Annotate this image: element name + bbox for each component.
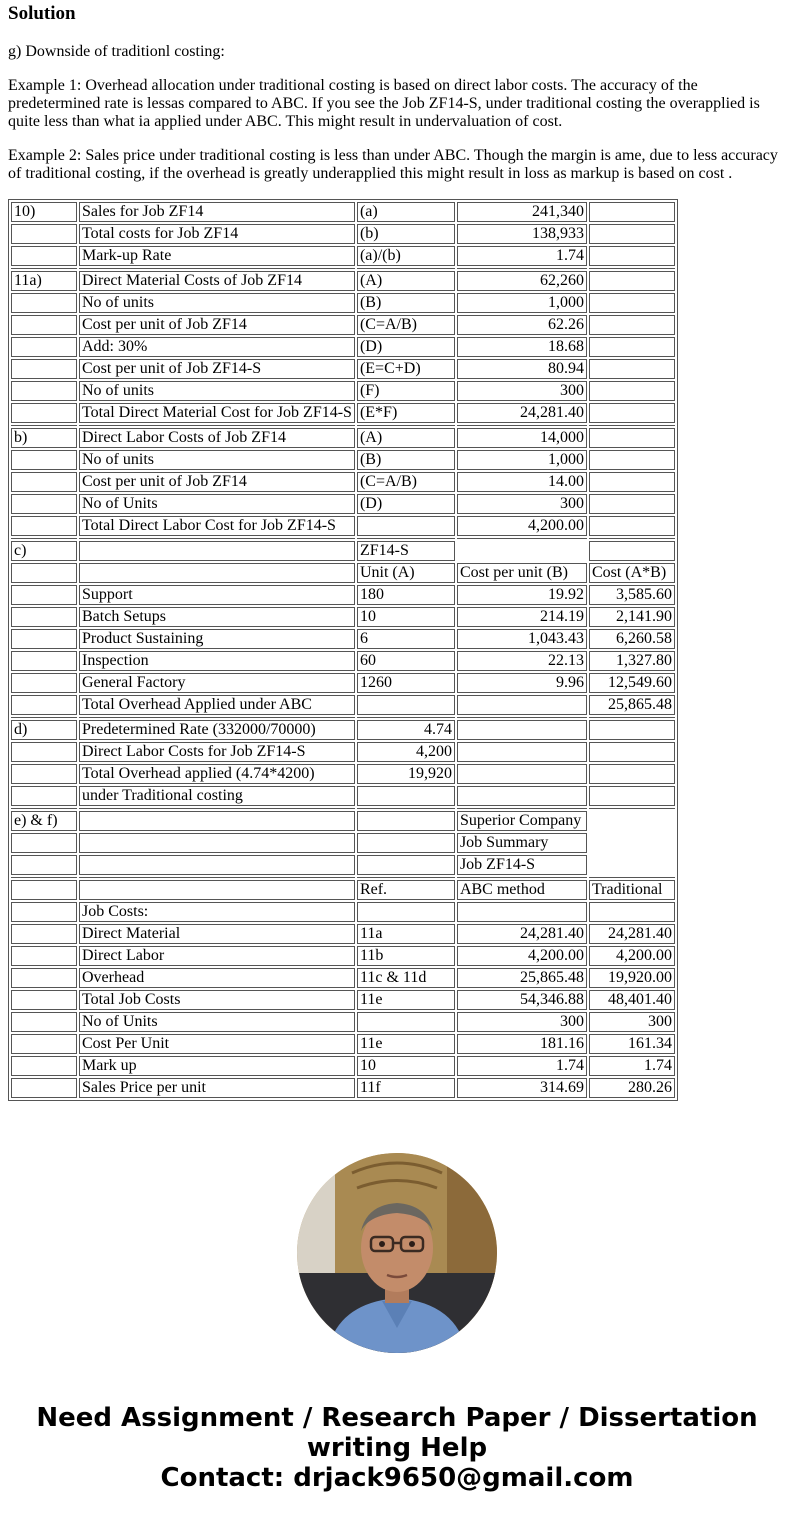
row-description: Direct Material [79,924,355,944]
table-row [11,811,675,831]
row-ref: 11b [357,946,455,966]
row-ref: (C=A/B) [357,472,455,492]
activity-units: 6 [357,629,455,649]
row-ref: (A) [357,428,455,448]
empty-cell [11,1012,77,1032]
row-value: 1,000 [457,450,587,470]
row-description: Direct Labor Costs for Job ZF14-S [79,742,355,762]
empty-cell [11,880,77,900]
row-value: 1,000 [457,293,587,313]
empty-cell [589,224,675,244]
traditional-value: 161.34 [589,1034,675,1054]
empty-cell [589,271,675,291]
empty-cell [79,880,355,900]
empty-cell [589,293,675,313]
section-label: e) & f) [11,811,77,831]
empty-cell [11,246,77,266]
empty-cell [457,695,587,715]
traditional-value: 4,200.00 [589,946,675,966]
empty-cell [11,924,77,944]
section-label: c) [11,541,77,561]
column-header: Traditional [589,880,675,900]
empty-cell [11,450,77,470]
row-description: Direct Labor [79,946,355,966]
empty-cell [11,607,77,627]
row-value: 19,920 [357,764,455,784]
row-description: Overhead [79,968,355,988]
row-value: 24,281.40 [457,403,587,423]
traditional-value: 280.26 [589,1078,675,1098]
row-value: 18.68 [457,337,587,357]
row-ref: (a)/(b) [357,246,455,266]
row-description: Cost Per Unit [79,1034,355,1054]
section-10 [11,202,675,269]
empty-cell [589,811,675,831]
row-description: Sales Price per unit [79,1078,355,1098]
traditional-value: 48,401.40 [589,990,675,1010]
section-11a [11,271,675,426]
empty-cell [11,337,77,357]
table-row [11,946,675,966]
empty-cell [357,855,455,875]
abc-value: 54,346.88 [457,990,587,1010]
empty-cell [589,541,675,561]
activity-rate: 19.92 [457,585,587,605]
row-description: Total Direct Labor Cost for Job ZF14-S [79,516,355,536]
traditional-value: 300 [589,1012,675,1032]
empty-cell [589,246,675,266]
empty-cell [11,833,77,853]
table-row [11,742,675,762]
row-ref: (B) [357,293,455,313]
activity-cost: 2,141.90 [589,607,675,627]
row-ref: 11e [357,1034,455,1054]
empty-cell [11,1056,77,1076]
row-description: Predetermined Rate (332000/70000) [79,720,355,740]
empty-cell [11,1078,77,1098]
empty-cell [589,450,675,470]
table-row [11,516,675,536]
row-description: Total Overhead applied (4.74*4200) [79,764,355,784]
table-row [11,224,675,244]
empty-cell [11,764,77,784]
table-row [11,786,675,806]
empty-cell [11,516,77,536]
row-value: 138,933 [457,224,587,244]
row-description: No of units [79,450,355,470]
table-row [11,450,675,470]
empty-cell [11,629,77,649]
empty-cell [589,764,675,784]
section-divider [11,425,675,426]
row-ref: (a) [357,202,455,222]
empty-cell [589,472,675,492]
empty-cell [589,902,675,922]
abc-value: 24,281.40 [457,924,587,944]
empty-cell [457,786,587,806]
row-value: 62.26 [457,315,587,335]
banner-contact-email: Contact: drjack9650@gmail.com [160,1463,634,1493]
total-value: 25,865.48 [589,695,675,715]
author-portrait-image [297,1153,497,1353]
row-ref: (D) [357,337,455,357]
empty-cell [11,494,77,514]
empty-cell [11,359,77,379]
table-row [11,990,675,1010]
empty-cell [589,742,675,762]
empty-cell [589,202,675,222]
empty-cell [11,381,77,401]
row-value: 4,200.00 [457,516,587,536]
table-row [11,271,675,291]
empty-cell [11,585,77,605]
row-ref: 10 [357,1056,455,1076]
empty-cell [589,494,675,514]
table-row [11,651,675,671]
row-ref: 11e [357,990,455,1010]
row-value: 4.74 [357,720,455,740]
column-header: Cost (A*B) [589,563,675,583]
empty-cell [589,337,675,357]
empty-cell [11,786,77,806]
row-value: 62,260 [457,271,587,291]
column-header: ABC method [457,880,587,900]
table-row [11,337,675,357]
table-row [11,202,675,222]
table-row [11,720,675,740]
row-value: 14.00 [457,472,587,492]
table-row [11,472,675,492]
company-name: Superior Company [457,811,587,831]
table-row [11,607,675,627]
row-ref: 11c & 11d [357,968,455,988]
row-description: Cost per unit of Job ZF14 [79,472,355,492]
empty-cell [11,968,77,988]
section-d [11,720,675,809]
row-description: No of units [79,293,355,313]
row-description: Mark up [79,1056,355,1076]
page-title: Solution [8,3,76,24]
row-ref [357,1012,455,1032]
activity-name: Product Sustaining [79,629,355,649]
empty-cell [11,695,77,715]
table-row [11,673,675,693]
empty-cell [457,541,587,561]
row-ref: (F) [357,381,455,401]
summary-title: Job Summary [457,833,587,853]
column-header: Cost per unit (B) [457,563,587,583]
empty-cell [11,1034,77,1054]
row-ref: (B) [357,450,455,470]
table-row [11,246,675,266]
row-description: Cost per unit of Job ZF14 [79,315,355,335]
empty-cell [79,811,355,831]
empty-cell [79,563,355,583]
table-row [11,968,675,988]
activity-rate: 22.13 [457,651,587,671]
empty-cell [11,990,77,1010]
example-2-text: Example 2: Sales price under traditional costing is less than under ABC. Though the margin is ame, due to less accuracy of traditional costing, if the overhead is greatly underapplied this might result in loss as markup is based on cost . [8,147,778,182]
row-description: No of units [79,381,355,401]
banner-line-2: writing Help [306,1433,488,1463]
traditional-value: 19,920.00 [589,968,675,988]
table-row [11,1012,675,1032]
table-header-row [11,880,675,900]
empty-cell [79,855,355,875]
table-row [11,833,675,853]
row-description: under Traditional costing [79,786,355,806]
empty-cell [11,742,77,762]
row-ref: (E*F) [357,403,455,423]
section-divider [11,538,675,539]
activity-cost: 3,585.60 [589,585,675,605]
row-ref: (C=A/B) [357,315,455,335]
table-row [11,428,675,448]
empty-cell [589,315,675,335]
empty-cell [457,902,587,922]
author-avatar [297,1153,497,1353]
row-ref: 11f [357,1078,455,1098]
activity-name: Batch Setups [79,607,355,627]
empty-cell [11,224,77,244]
row-description: Add: 30% [79,337,355,357]
empty-cell [11,946,77,966]
row-value: 241,340 [457,202,587,222]
table-row [11,541,675,561]
section-label: 10) [11,202,77,222]
empty-cell [589,381,675,401]
total-label: Total Overhead Applied under ABC [79,695,355,715]
table-row [11,1034,675,1054]
section-divider [11,717,675,718]
row-description: No of Units [79,1012,355,1032]
empty-cell [79,833,355,853]
section-divider [11,808,675,809]
table-row [11,315,675,335]
abc-value: 181.16 [457,1034,587,1054]
empty-cell [457,742,587,762]
empty-cell [11,651,77,671]
row-description: Cost per unit of Job ZF14-S [79,359,355,379]
table-row [11,764,675,784]
empty-cell [457,764,587,784]
table-header-row [11,563,675,583]
table-row [11,585,675,605]
empty-cell [589,516,675,536]
row-value: 300 [457,381,587,401]
empty-cell [357,902,455,922]
activity-units: 10 [357,607,455,627]
empty-cell [11,855,77,875]
table-row [11,1078,675,1098]
table-row [11,924,675,944]
empty-cell [357,695,455,715]
empty-cell [79,541,355,561]
activity-units: 180 [357,585,455,605]
empty-cell [589,403,675,423]
empty-cell [589,833,675,853]
section-label: 11a) [11,271,77,291]
row-value: 80.94 [457,359,587,379]
abc-value: 314.69 [457,1078,587,1098]
traditional-value: 24,281.40 [589,924,675,944]
section-label: b) [11,428,77,448]
empty-cell [589,786,675,806]
activity-cost: 12,549.60 [589,673,675,693]
activity-units: 1260 [357,673,455,693]
row-description: Direct Labor Costs of Job ZF14 [79,428,355,448]
empty-cell [589,855,675,875]
row-ref: 11a [357,924,455,944]
column-header: Ref. [357,880,455,900]
abc-value: 1.74 [457,1056,587,1076]
row-description: Total Job Costs [79,990,355,1010]
table-row [11,293,675,313]
empty-cell [457,720,587,740]
table-row [11,855,675,875]
column-header: Unit (A) [357,563,455,583]
row-description: Direct Material Costs of Job ZF14 [79,271,355,291]
table-row [11,629,675,649]
job-label: ZF14-S [357,541,455,561]
row-description: Sales for Job ZF14 [79,202,355,222]
abc-value: 300 [457,1012,587,1032]
activity-rate: 1,043.43 [457,629,587,649]
section-label: d) [11,720,77,740]
empty-cell [11,472,77,492]
empty-cell [11,673,77,693]
row-ref: (D) [357,494,455,514]
table-row [11,359,675,379]
job-label: Job ZF14-S [457,855,587,875]
table-row [11,494,675,514]
row-value: 4,200 [357,742,455,762]
table-row [11,695,675,715]
activity-cost: 1,327.80 [589,651,675,671]
activity-units: 60 [357,651,455,671]
row-ref [357,516,455,536]
row-value: 14,000 [457,428,587,448]
empty-cell [11,563,77,583]
row-value: 1.74 [457,246,587,266]
job-costs-label: Job Costs: [79,902,355,922]
empty-cell [589,720,675,740]
empty-cell [11,315,77,335]
section-divider [11,268,675,269]
abc-value: 25,865.48 [457,968,587,988]
activity-name: Inspection [79,651,355,671]
section-divider [11,877,675,878]
section-b [11,428,675,539]
empty-cell [589,359,675,379]
row-description: No of Units [79,494,355,514]
table-row [11,403,675,423]
row-ref: (b) [357,224,455,244]
part-g-heading: g) Downside of traditionl costing: [8,43,225,60]
activity-name: Support [79,585,355,605]
section-ef [11,811,675,1098]
empty-cell [11,902,77,922]
row-ref: (A) [357,271,455,291]
empty-cell [589,428,675,448]
solution-table [8,199,678,1101]
row-value: 300 [457,494,587,514]
banner-line-1: Need Assignment / Research Paper / Dissertation [36,1403,758,1433]
activity-name: General Factory [79,673,355,693]
contact-banner [0,1403,794,1493]
row-ref: (E=C+D) [357,359,455,379]
row-description: Mark-up Rate [79,246,355,266]
activity-rate: 214.19 [457,607,587,627]
example-1-text: Example 1: Overhead allocation under traditional costing is based on direct labor costs. The accuracy of the predetermined rate is lessas compared to ABC. If you see the Job ZF14-S, under traditional costing the overapplied is quite less than what ia applied under ABC. This might result in undervaluation of cost. [8,77,760,130]
abc-value: 4,200.00 [457,946,587,966]
empty-cell [357,786,455,806]
table-row [11,381,675,401]
empty-cell [357,833,455,853]
table-row [11,902,675,922]
row-description: Total Direct Material Cost for Job ZF14-S [79,403,355,423]
activity-cost: 6,260.58 [589,629,675,649]
empty-cell [11,403,77,423]
empty-cell [11,293,77,313]
row-description: Total costs for Job ZF14 [79,224,355,244]
traditional-value: 1.74 [589,1056,675,1076]
empty-cell [357,811,455,831]
section-c [11,541,675,718]
table-row [11,1056,675,1076]
activity-rate: 9.96 [457,673,587,693]
